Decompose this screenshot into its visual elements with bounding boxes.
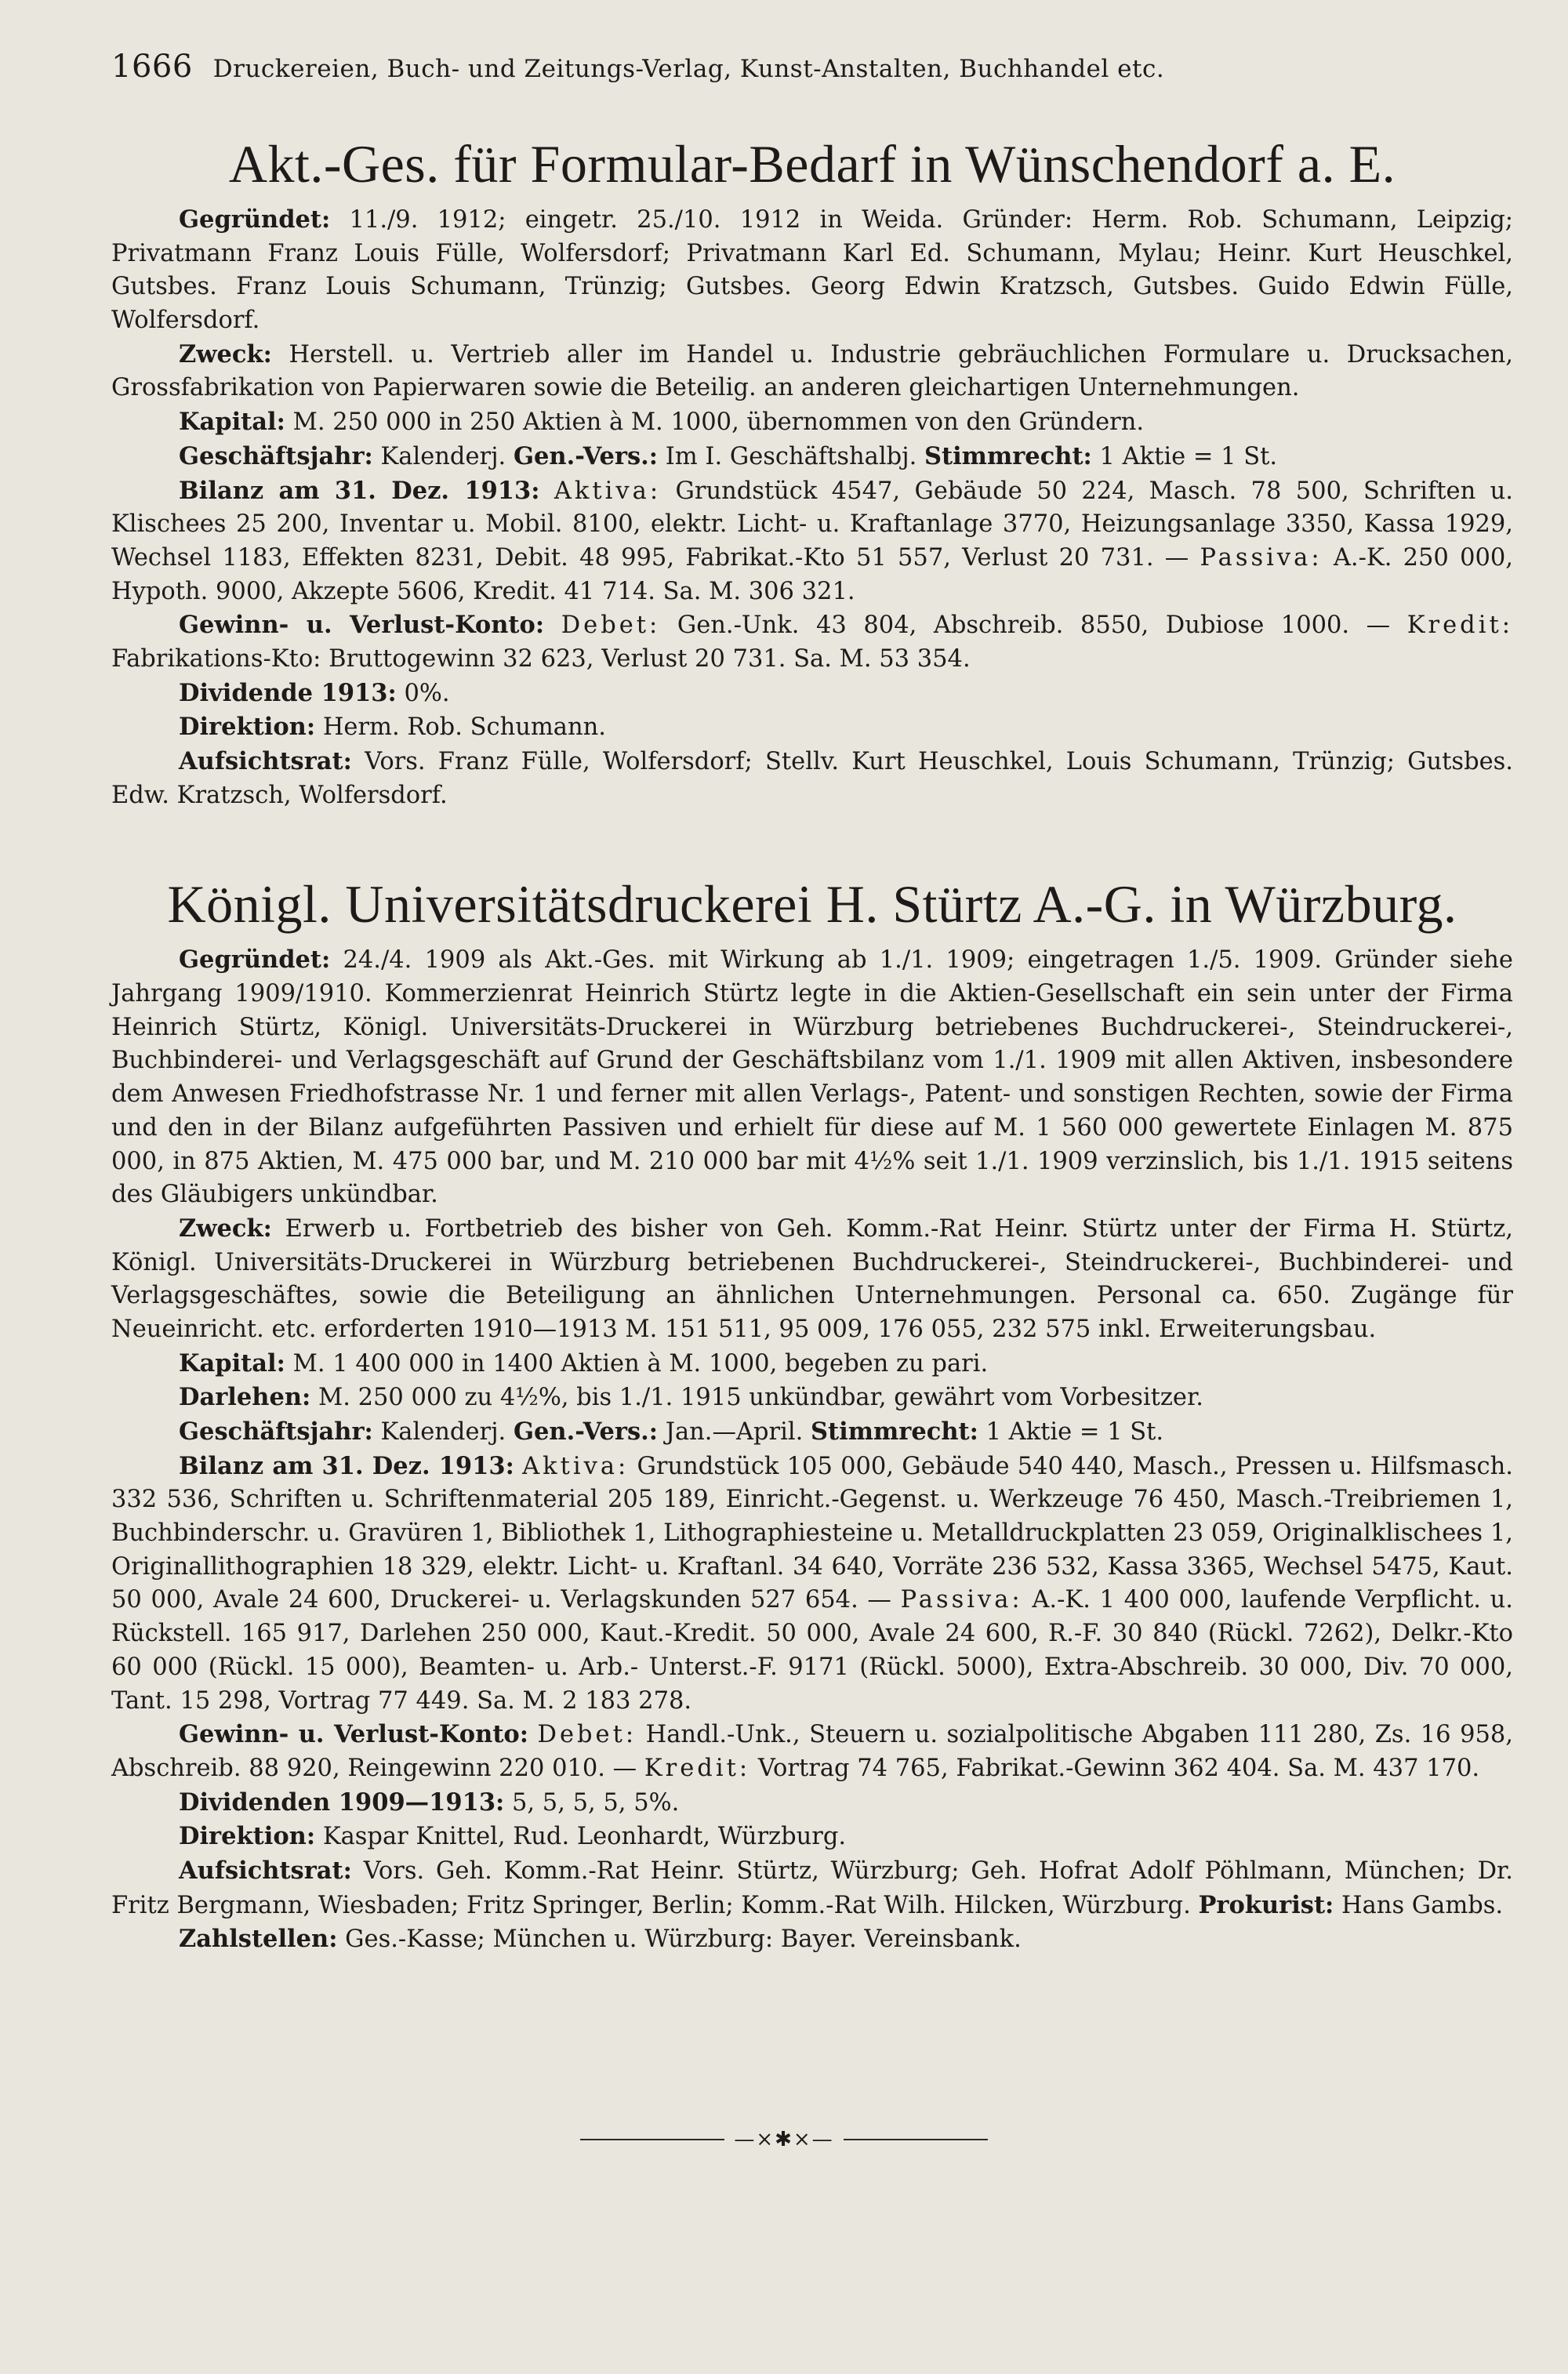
label-debet: Debet: (561, 612, 661, 640)
label-zweck: Zweck: (179, 1214, 272, 1243)
text-kapital: M. 1 400 000 in 1400 Aktien à M. 1000, begeben zu pari. (292, 1349, 989, 1378)
label-gegruendet: Gegründet: (179, 946, 331, 975)
label-zweck: Zweck: (179, 339, 272, 368)
label-geschaeftsjahr: Geschäftsjahr: (179, 441, 373, 470)
section-direktion (111, 1820, 1513, 1854)
label-aufsichtsrat: Aufsichtsrat: (179, 747, 352, 775)
ornament-line-left (580, 2139, 724, 2140)
label-bilanz: Bilanz am 31. Dez. 1913: (179, 1451, 514, 1480)
label-darlehen: Darlehen: (179, 1383, 311, 1412)
text-geschaeftsjahr: Kalenderj. (380, 1418, 506, 1446)
label-kapital: Kapital: (179, 1349, 285, 1378)
section-aufsichtsrat (111, 1854, 1513, 1922)
text-kredit: Fabrikations-Kto: Bruttogewinn 32 623, Verlust 20 731. Sa. M. 53 354. (111, 644, 971, 673)
label-kredit: Kredit: (1406, 612, 1513, 640)
text-zahlstellen: Ges.-Kasse; München u. Würzburg: Bayer. Vereinsbank. (345, 1926, 1022, 1954)
section-bilanz (111, 474, 1513, 609)
company-entry-stuertz (111, 943, 1513, 1957)
text-gegruendet: 11./9. 1912; eingetr. 25./10. 1912 in Weida. Gründer: Herm. Rob. Schumann, Leipzig; Privatmann Franz Louis Fülle, Wolfersdorf; Privatmann Karl Ed. Schumann, Mylau; Heinr. Kurt Heuschkel, Gutsbes. Franz Louis Schumann, Trünzig; Gutsbes. Georg Edwin Kratzsch, Gutsbes. Guido Edwin Fülle, Wolfersdorf. (111, 206, 1513, 335)
text-aufsichtsrat: Vors. Franz Fülle, Wolfersdorf; Stellv. Kurt Heuschkel, Louis Schumann, Trünzig; Gutsbes. Edw. Kratzsch, Wolfersdorf. (111, 748, 1513, 809)
label-prokurist: Prokurist: (1198, 1890, 1334, 1919)
text-passiva: A.-K. 250 000, Hypoth. 9000, Akzepte 5606, Kredit. 41 714. Sa. M. 306 321. (111, 543, 1513, 605)
text-aufsichtsrat: Vors. Geh. Komm.-Rat Heinr. Stürtz, Würzburg; Geh. Hofrat Adolf Pöhlmann, München; Dr. Fritz Bergmann, Wiesbaden; Fritz Springer, Berlin; Komm.-Rat Wilh. Hilcken, Würzburg. (111, 1857, 1513, 1919)
text-darlehen: M. 250 000 zu 4½%, bis 1./1. 1915 unkündbar, gewährt vom Vorbesitzer. (318, 1384, 1203, 1412)
label-direktion: Direktion: (179, 713, 316, 742)
end-ornament (580, 2128, 988, 2151)
text-debet: Handl.-Unk., Steuern u. sozialpolitische Abgaben 111 280, Zs. 16 958, Abschreib. 88 920, Reingewinn 220 010. — (111, 1721, 1513, 1782)
label-aufsichtsrat: Aufsichtsrat: (179, 1856, 352, 1885)
text-direktion: Kaspar Knittel, Rud. Leonhardt, Würzburg. (322, 1823, 847, 1851)
text-genvers: Im I. Geschäftshalbj. (665, 442, 917, 470)
label-gewinn-verlust: Gewinn- u. Verlust-Konto: (179, 611, 545, 640)
section-gewinn-verlust (111, 1718, 1513, 1785)
company-entry-formular-bedarf (111, 203, 1513, 812)
section-geschaeftsjahr (111, 1415, 1513, 1450)
text-zweck: Herstell. u. Vertrieb aller im Handel u. Industrie gebräuchlichen Formulare u. Drucksachen, Grossfabrikation von Papierwaren sowie die Beteilig. an anderen gleichartigen Unternehmungen. (111, 340, 1513, 402)
text-dividende: 0%. (404, 679, 450, 707)
section-gewinn-verlust (111, 608, 1513, 676)
section-gegruendet (111, 943, 1513, 1212)
company-title-formular-bedarf: Akt.-Ges. für Formular-Bedarf in Wünschendorf a. E. (228, 134, 1396, 194)
label-geschaeftsjahr: Geschäftsjahr: (179, 1418, 373, 1446)
label-passiva: Passiva: (1200, 543, 1323, 572)
text-debet: Gen.-Unk. 43 804, Abschreib. 8550, Dubiose 1000. — (677, 612, 1391, 640)
section-darlehen (111, 1381, 1513, 1415)
section-dividenden (111, 1786, 1513, 1820)
company-title-stuertz: Königl. Universitätsdruckerei H. Stürtz A.-G. in Würzburg. (167, 874, 1457, 935)
label-kredit: Kredit: (644, 1754, 751, 1782)
text-passiva: A.-K. 1 400 000, laufende Verpflicht. u. Rückstell. 165 917, Darlehen 250 000, Kaut.-Kredit. 50 000, Avale 24 600, R.-F. 30 840 (Rückl. 7262), Delkr.-Kto 60 000 (Rückl. 15 000), Beamten- u. Arb.- Unterst.-F. 9171 (Rückl. 5000), Extra-Abschreib. 30 000, Div. 70 000, Tant. 15 298, Vortrag 77 449. Sa. M. 2 183 278. (111, 1586, 1513, 1715)
section-geschaeftsjahr (111, 440, 1513, 474)
running-title: Druckereien, Buch- und Zeitungs-Verlag, Kunst-Anstalten, Buchhandel etc. (212, 55, 1165, 83)
text-kapital: M. 250 000 in 250 Aktien à M. 1000, übernommen von den Gründern. (292, 408, 1145, 437)
label-stimmrecht: Stimmrecht: (811, 1418, 978, 1446)
section-kapital (111, 1347, 1513, 1381)
label-zahlstellen: Zahlstellen: (179, 1925, 338, 1954)
label-debet: Debet: (537, 1721, 637, 1749)
label-dividende: Dividende 1913: (179, 678, 397, 707)
running-header (111, 49, 1513, 85)
text-zweck: Erwerb u. Fortbetrieb des bisher von Geh. Komm.-Rat Heinr. Stürtz unter der Firma H. Stürtz, Königl. Universitäts-Druckerei in Würzburg betriebenen Buchdruckerei-, Steindruckerei-, Buchbinderei- und Verlagsgeschäftes, sowie die Beteiligung an ähnlichen Unternehmungen. Personal ca. 650. Zugänge für Neueinricht. etc. erforderten 1910—1913 M. 151 511, 95 009, 176 055, 232 575 inkl. Erweiterungsbau. (111, 1214, 1513, 1343)
text-genvers: Jan.—April. (665, 1418, 804, 1446)
section-aufsichtsrat (111, 745, 1513, 812)
text-aktiva: Grundstück 105 000, Gebäude 540 440, Masch., Pressen u. Hilfsmasch. 332 536, Schriften u. Schriftenmaterial 205 189, Einricht.-Gegenst. u. Werkzeuge 76 450, Masch.-Treibriemen 1, Buchbinderschr. u. Gravüren 1, Bibliothek 1, Lithographiesteine u. Metalldruckplatten 23 059, Originalklischees 1, Originallithographien 18 329, elektr. Licht- u. Kraftanl. 34 640, Vorräte 236 532, Kassa 3365, Wechsel 5475, Kaut. 50 000, Avale 24 600, Druckerei- u. Verlagskunden 527 654. — (111, 1452, 1513, 1614)
text-kredit: Vortrag 74 765, Fabrikat.-Gewinn 362 404. Sa. M. 437 170. (757, 1754, 1480, 1782)
label-dividenden: Dividenden 1909—1913: (179, 1788, 505, 1817)
section-kapital (111, 405, 1513, 440)
label-passiva: Passiva: (900, 1586, 1023, 1614)
text-prokurist: Hans Gambs. (1341, 1891, 1504, 1919)
label-gegruendet: Gegründet: (179, 205, 331, 234)
label-aktiva: Aktiva: (554, 477, 662, 505)
label-genvers: Gen.-Vers.: (513, 1418, 659, 1446)
label-genvers: Gen.-Vers.: (513, 441, 659, 470)
label-direktion: Direktion: (179, 1822, 316, 1851)
section-bilanz (111, 1450, 1513, 1719)
page-number: 1666 (111, 49, 193, 85)
section-dividende (111, 677, 1513, 711)
text-stimmrecht: 1 Aktie = 1 St. (1099, 442, 1278, 470)
text-geschaeftsjahr: Kalenderj. (380, 442, 506, 470)
label-kapital: Kapital: (179, 408, 285, 437)
text-gegruendet: 24./4. 1909 als Akt.-Ges. mit Wirkung ab 1./1. 1909; eingetragen 1./5. 1909. Gründer siehe Jahrgang 1909/1910. Kommerzienrat Heinrich Stürtz legte in die Aktien-Gesellschaft ein sein unter der Firma Heinrich Stürtz, Königl. Universitäts-Druckerei in Würzburg betriebenes Buchdruckerei-, Steindruckerei-, Buchbinderei- und Verlagsgeschäft auf Grund der Geschäftsbilanz vom 1./1. 1909 mit allen Aktiven, insbesondere dem Anwesen Friedhofstrasse Nr. 1 und ferner mit allen Verlags-, Patent- und sonstigen Rechten, sowie der Firma und den in der Bilanz aufgeführten Passiven und erhielt für diese auf M. 1 560 000 gewertete Einlagen M. 875 000, in 875 Aktien, M. 475 000 bar, und M. 210 000 bar mit 4½% seit 1./1. 1909 verzinslich, bis 1./1. 1915 seitens des Gläubigers unkündbar. (111, 946, 1513, 1209)
section-zweck (111, 338, 1513, 405)
ornament-line-right (844, 2139, 988, 2140)
ornament-mark: —×✱×— (734, 2128, 834, 2151)
section-gegruendet (111, 203, 1513, 338)
label-stimmrecht: Stimmrecht: (924, 441, 1092, 470)
label-aktiva: Aktiva: (522, 1452, 630, 1480)
text-dividenden: 5, 5, 5, 5, 5%. (512, 1788, 680, 1817)
section-zahlstellen (111, 1922, 1513, 1957)
label-bilanz: Bilanz am 31. Dez. 1913: (179, 476, 540, 505)
label-gewinn-verlust: Gewinn- u. Verlust-Konto: (179, 1720, 529, 1749)
text-direktion: Herm. Rob. Schumann. (322, 713, 606, 742)
text-stimmrecht: 1 Aktie = 1 St. (985, 1418, 1164, 1446)
section-direktion (111, 710, 1513, 745)
text-aktiva: Grundstück 4547, Gebäude 50 224, Masch. 78 500, Schriften u. Klischees 25 200, Inventar u. Mobil. 8100, elektr. Licht- u. Kraftanlage 3770, Heizungsanlage 3350, Kassa 1929, Wechsel 1183, Effekten 8231, Debit. 48 995, Fabrikat.-Kto 51 557, Verlust 20 731. — (111, 477, 1513, 572)
section-zweck (111, 1212, 1513, 1347)
